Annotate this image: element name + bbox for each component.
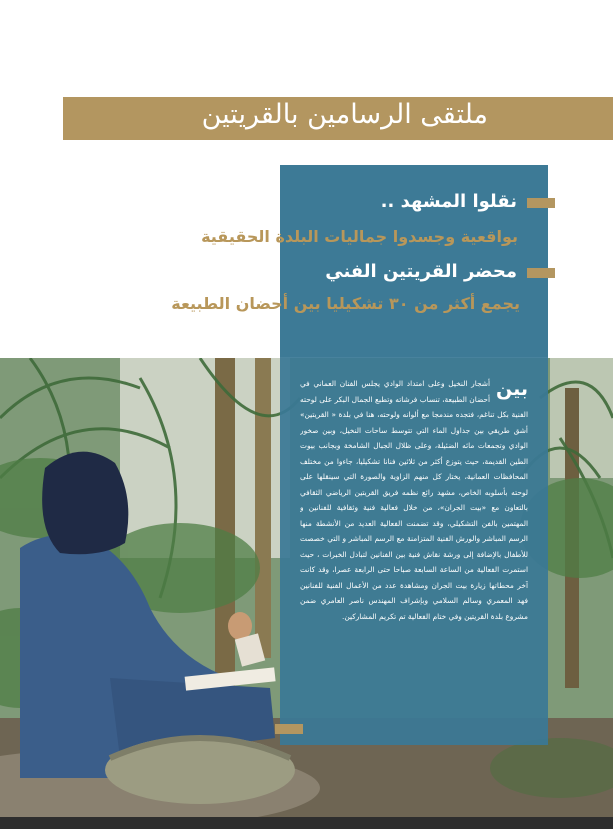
article-end-marker: [275, 724, 303, 734]
page-bottom-strip: [0, 817, 613, 829]
headline-marker: [527, 198, 555, 208]
article-body: [300, 376, 528, 731]
lead-word: بين: [496, 378, 528, 400]
page-title: ملتقى الرسامين بالقريتين: [201, 99, 488, 130]
headline-main-2: محضر القريتين الفني: [325, 261, 517, 282]
article-text: أشجار النخيل وعلى امتداد الوادي يجلس الفنان العماني في أحضان الطبيعة، تنساب فرشاته وتطبع الجمال البكر على لوحته الفنية بكل تناغم، فتجده مندمجا مع ألوانه ولوحته، هنا في بلدة « القريتين» أشق طريقي بين جداول الماء التي تتوسط ساحات النخيل، وبين صخور الوادي وتجمعات مائه الضئيلة، وعلى ظلال الجبال الشامخة وبجانب بيوت الطين القديمة، حيث يتوزع أكثر من ثلاثين فنانا تشكيليا، جاءوا من مختلف المحافظات العمانية، يختار كل منهم الزاوية والصورة التي سينقلها على لوحته بأسلوبه الخاص، مشهد رائع نظمه فريق القريتين الرياضي الثقافي بالتعاون مع «بيت الجران»، من خلال فعالية فنية وثقافية للفنانين و المهتمين بالفن التشكيلي، وقد تضمنت الفعالية العديد من الأنشطة منها الرسم المباشر والورش الفنية المتزامنة مع الرسم المباشر و التي خصصت للأطفال بالإضافة إلى ورشة نقاش فنية بين الفنانين لتبادل الخبرات ، حيث استمرت الفعالية من الساعة السابعة صباحا حتى الرابعة عصرا، وقد كانت آخر محطاتها زيارة بيت الجران ومشاهدة عدد من الأعمال الفنية للفنانين فهد المعمري وسالم السلامي وبإشراف المهندس ناصر العامري ضمن مشروع بلدة القريتين وفي ختام الفعالية تم تكريم المشاركين.: [300, 379, 528, 621]
headline-sub-2: يجمع أكثر من ٣٠ تشكيليا بين أحضان الطبيعة: [171, 294, 520, 313]
headline-sub-1: بواقعية وجسدوا جماليات البلدة الحقيقية: [201, 227, 518, 246]
headline-main-1: نقلوا المشهد ..: [380, 191, 517, 212]
headline-marker: [527, 268, 555, 278]
